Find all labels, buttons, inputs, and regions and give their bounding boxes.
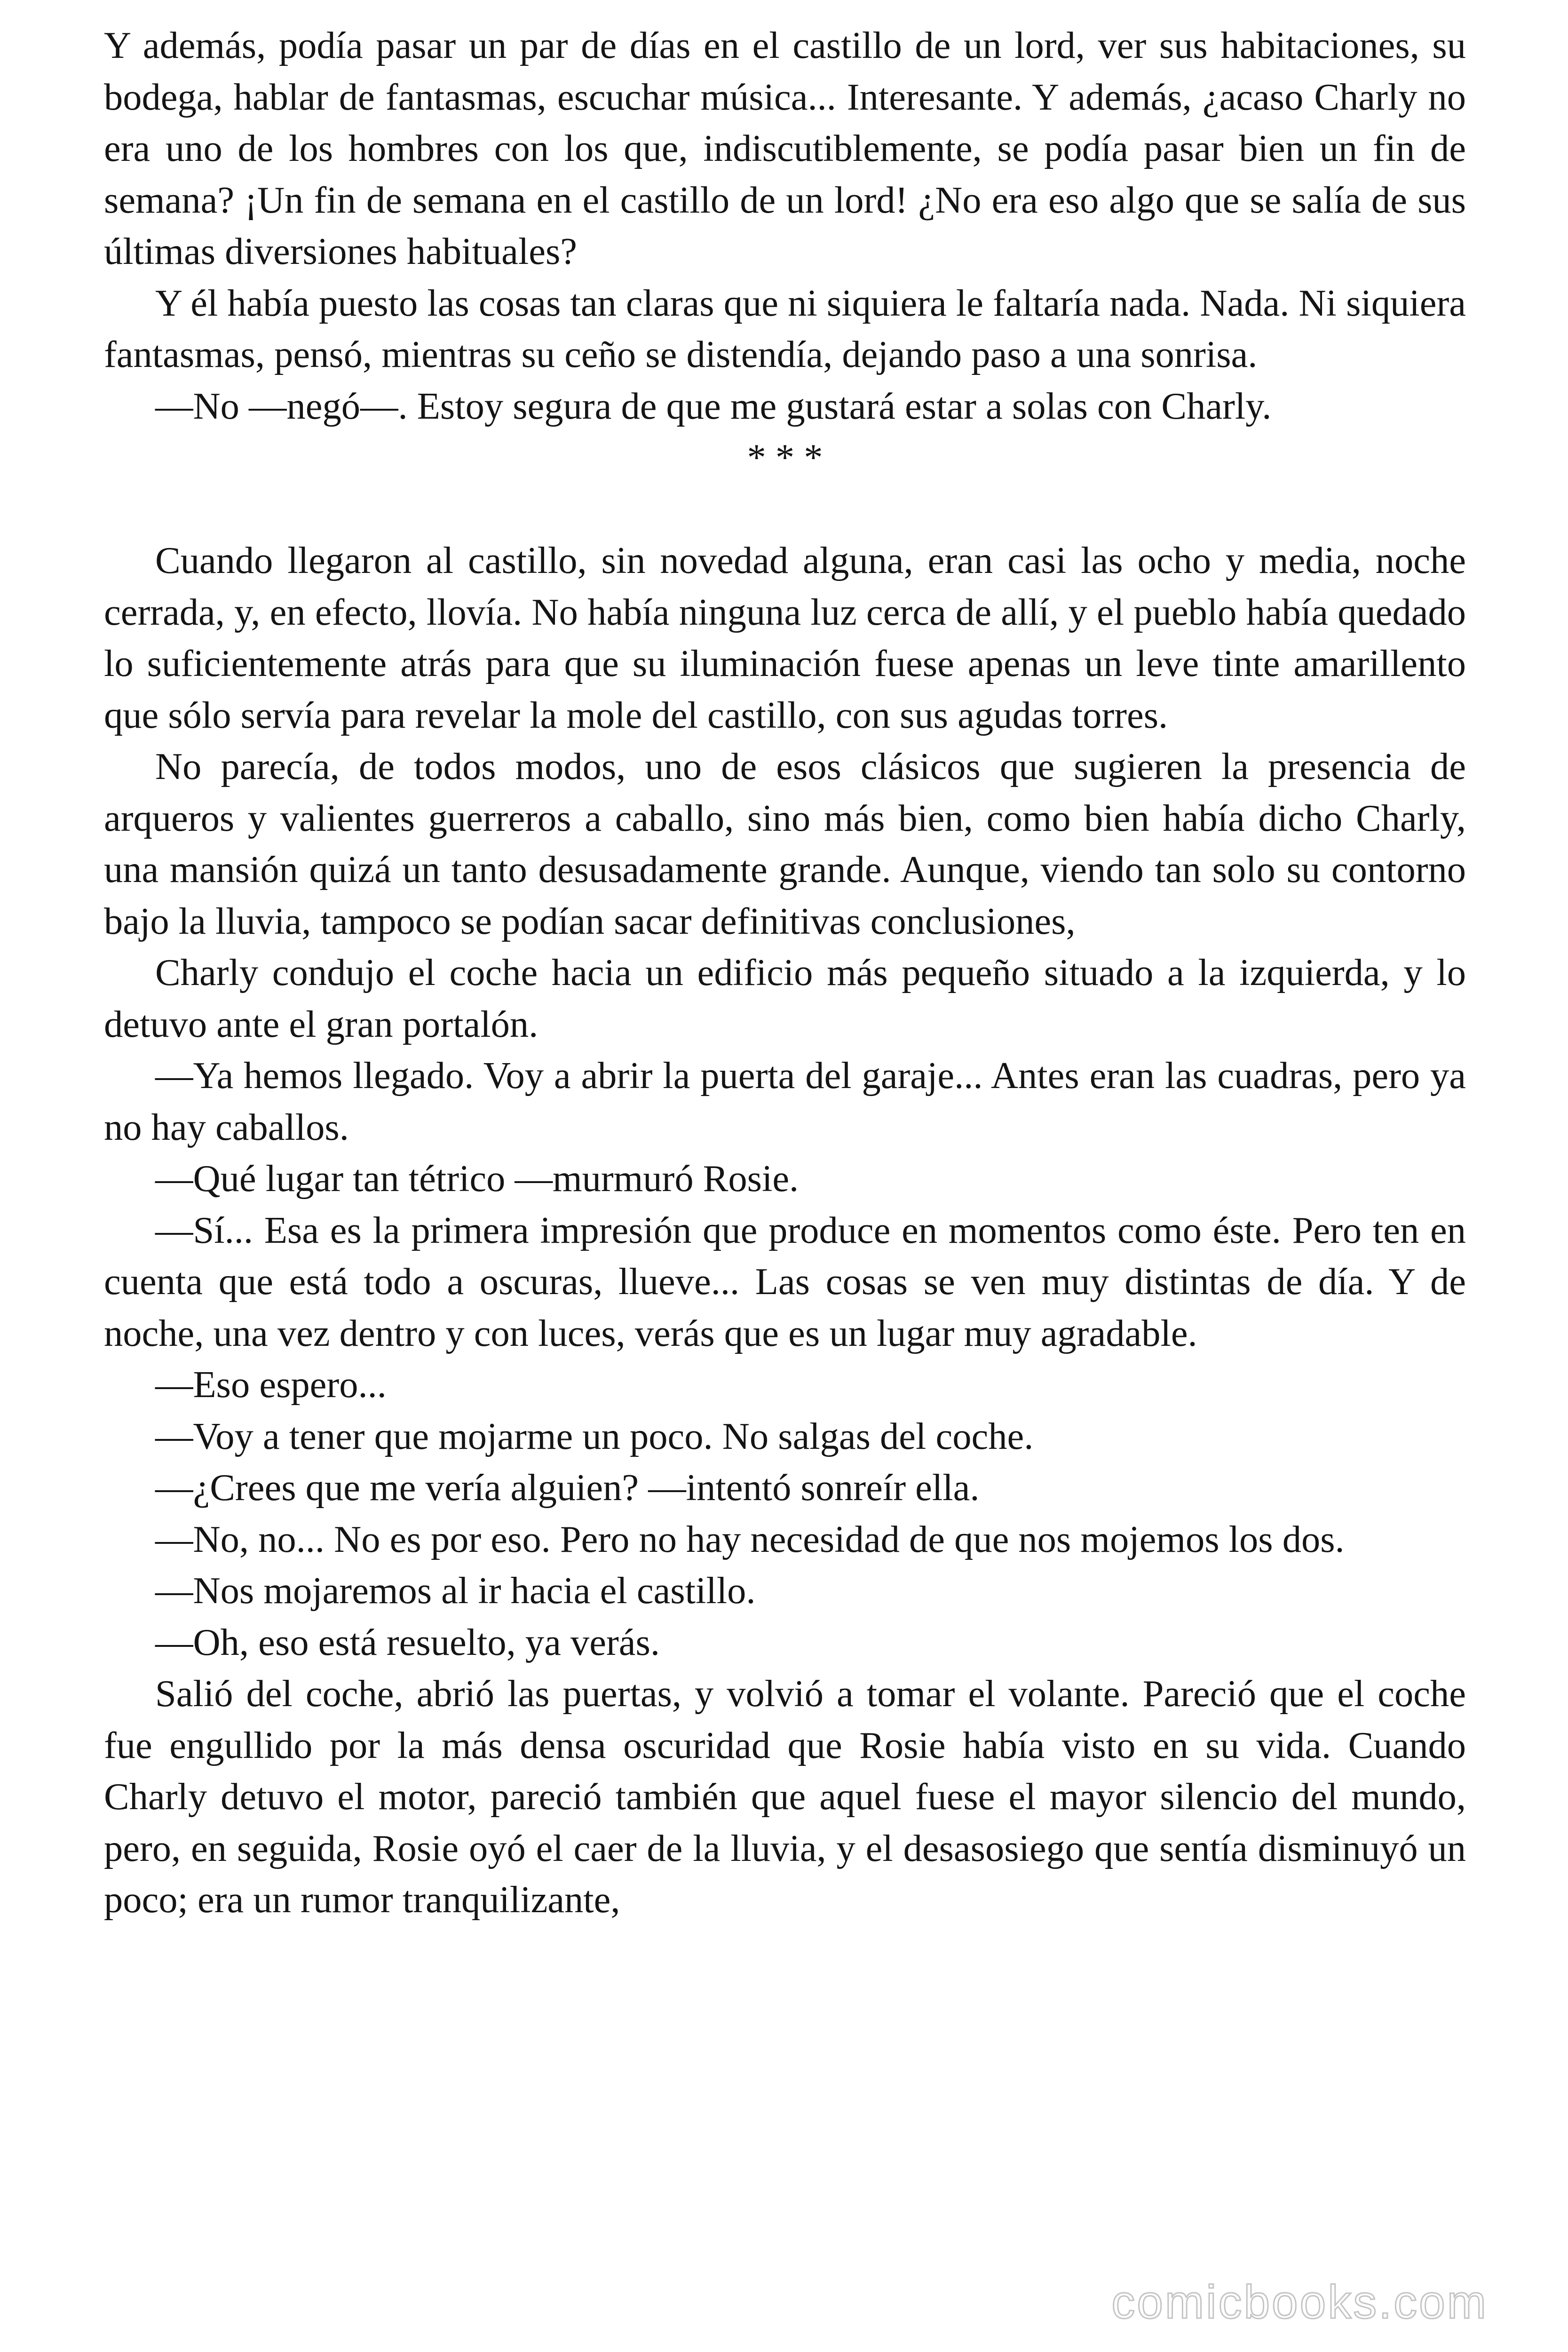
book-page [104, 20, 1466, 1926]
paragraph-12: —¿Crees que me vería alguien? —intentó sonreír ella. [155, 1467, 980, 1509]
separator-asterisks: * * * [747, 437, 823, 478]
paragraph-10: —Eso espero... [155, 1364, 387, 1406]
paragraph-13: —No, no... No es por eso. Pero no hay necesidad de que nos mojemos los dos. [155, 1518, 1345, 1560]
paragraph-4: Cuando llegaron al castillo, sin novedad alguna, eran casi las ocho y media, noche cerrada, y, en efecto, llovía. No había ninguna luz cerca de allí, y el pueblo había quedado lo suficientemente atrás para que su iluminación fuese apenas un leve tinte amarillento que sólo servía para revelar la mole del castillo, con sus agudas torres. [104, 540, 1466, 736]
paragraph-11: —Voy a tener que mojarme un poco. No salgas del coche. [155, 1415, 1034, 1457]
paragraph-9: —Sí... Esa es la primera impresión que produce en momentos como éste. Pero ten en cuenta que está todo a oscuras, llueve... Las cosas se ven muy distintas de día. Y de noche, una vez dentro y con luces, verás que es un lugar muy agradable. [104, 1209, 1466, 1354]
paragraph-5: No parecía, de todos modos, uno de esos clásicos que sugieren la presencia de arqueros y valientes guerreros a caballo, sino más bien, como bien había dicho Charly, una mansión quizá un tanto desusadamente grande. Aunque, viendo tan solo su contorno bajo la lluvia, tampoco se podían sacar definitivas conclusiones, [104, 746, 1466, 942]
paragraph-2: Y él había puesto las cosas tan claras que ni siquiera le faltaría nada. Nada. Ni siquiera fantasmas, pensó, mientras su ceño se distendía, dejando paso a una sonrisa. [104, 282, 1466, 375]
watermark-logo: comicbooks.com [1111, 2276, 1488, 2328]
paragraph-1: Y además, podía pasar un par de días en el castillo de un lord, ver sus habitaciones, su bodega, hablar de fantasmas, escuchar música... Interesante. Y además, ¿acaso Charly no era uno de los hombres con los que, indiscutiblemente, se podía pasar bien un fin de semana? ¡Un fin de semana en el castillo de un lord! ¿No era eso algo que se salía de sus últimas diversiones habituales? [104, 24, 1466, 272]
paragraph-6: Charly condujo el coche hacia un edificio más pequeño situado a la izquierda, y lo detuvo ante el gran portalón. [104, 952, 1466, 1045]
paragraph-3: —No —negó—. Estoy segura de que me gustará estar a solas con Charly. [155, 385, 1272, 427]
paragraph-15: —Oh, eso está resuelto, ya verás. [155, 1621, 660, 1663]
paragraph-7: —Ya hemos llegado. Voy a abrir la puerta del garaje... Antes eran las cuadras, pero ya no hay caballos. [104, 1055, 1466, 1148]
paragraph-16: Salió del coche, abrió las puertas, y volvió a tomar el volante. Pareció que el coche fue engullido por la más densa oscuridad que Rosie había visto en su vida. Cuando Charly detuvo el motor, pareció también que aquel fuese el mayor silencio del mundo, pero, en seguida, Rosie oyó el caer de la lluvia, y el desasosiego que sentía disminuyó un poco; era un rumor tranquilizante, [104, 1673, 1466, 1921]
section-separator [104, 432, 1466, 535]
paragraph-14: —Nos mojaremos al ir hacia el castillo. [155, 1570, 756, 1612]
paragraph-8: —Qué lugar tan tétrico —murmuró Rosie. [155, 1158, 799, 1200]
